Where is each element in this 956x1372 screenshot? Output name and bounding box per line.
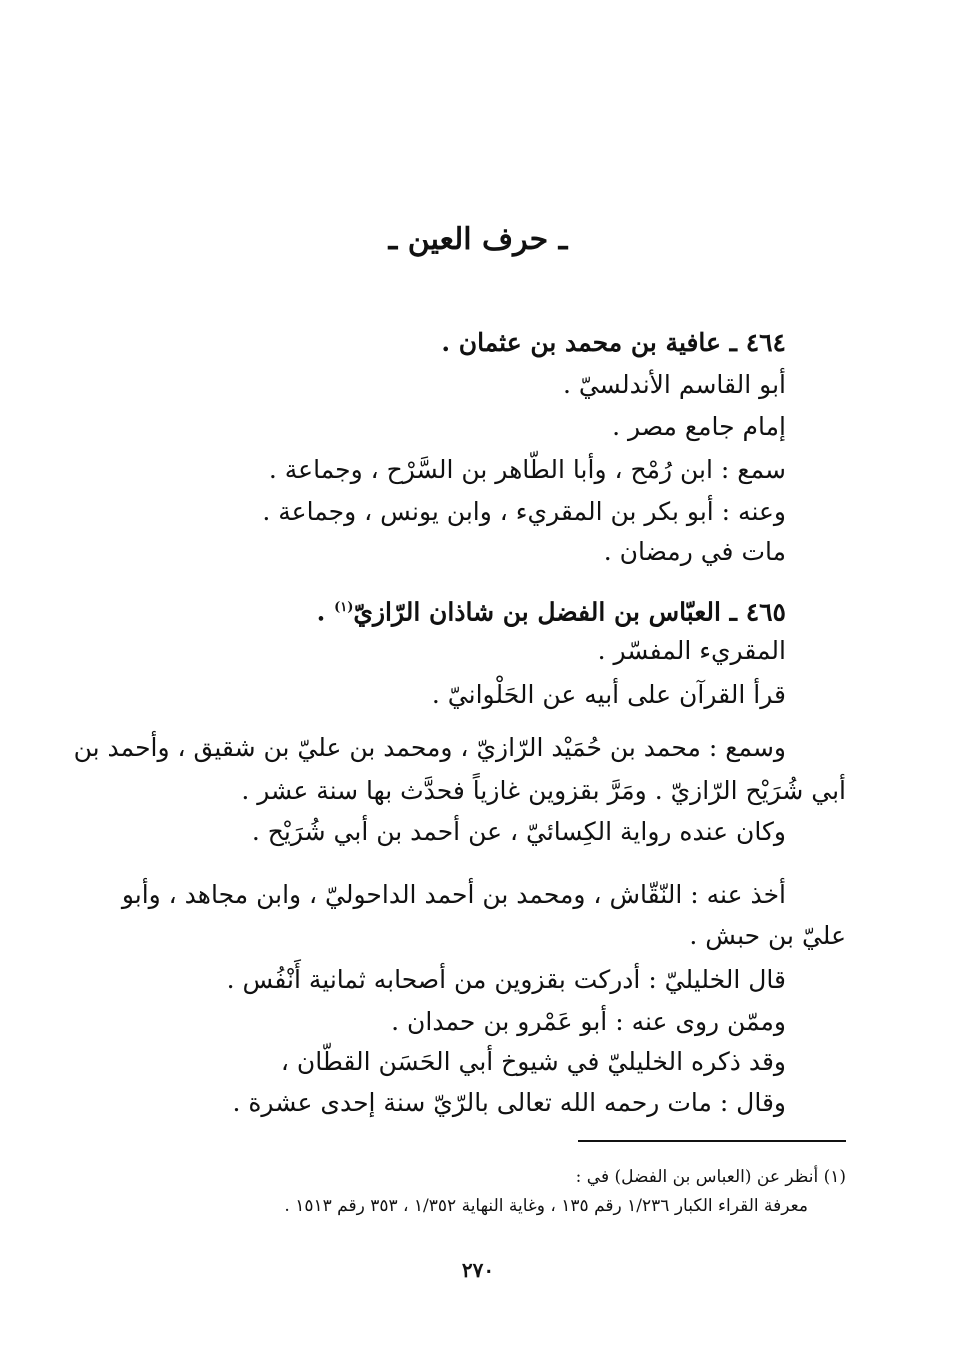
footnote-separator (578, 1140, 846, 1142)
entry-465-line: قال الخليليّ : أدركت بقزوين من أصحابه ثمانية أَنْفُس . (226, 965, 786, 994)
entry-464-line: إمام جامع مصر . (612, 412, 786, 441)
entry-464-line: وعنه : أبو بكر بن المقريء ، وابن يونس ، وجماعة . (262, 497, 786, 526)
entry-465-line: وممّن روى عنه : أبو عَمْرو بن حمدان . (391, 1007, 786, 1036)
entry-464-line: سمع : ابن رُمْح ، وأبا الطّاهر بن السَّرْح ، وجماعة . (268, 455, 786, 484)
entry-465-title (317, 589, 786, 631)
section-heading: ـ حرف العين ـ (388, 222, 568, 257)
entry-464-line: أبو القاسم الأندلسيّ . (562, 370, 786, 399)
page-number: ٢٧٠ (461, 1258, 495, 1282)
footnote-ref: (١) (334, 600, 354, 615)
entry-465-title-text: ٤٦٥ ـ العبّاس بن الفضل بن شاذان الرّازيّ (353, 597, 786, 627)
entry-465-line: قرأ القرآن على أبيه عن الحَلْوانيّ . (431, 680, 786, 709)
entry-465-title-end: . (316, 597, 335, 627)
entry-464-line: مات في رمضان . (603, 537, 786, 566)
entry-464-title: ٤٦٤ ـ عافية بن محمد بن عثمان . (441, 328, 786, 357)
entry-465-line: وكان عنده رواية الكِسائيّ ، عن أحمد بن أبي شُرَيْح . (251, 817, 786, 846)
entry-465-line: المقريء المفسّر . (597, 636, 786, 665)
footnote-line: معرفة القراء الكبار ١/٢٣٦ رقم ١٣٥ ، وغاية النهاية ١/٣٥٢ ، ٣٥٣ رقم ١٥١٣ . (284, 1196, 808, 1216)
entry-465-line: وسمع : محمد بن حُمَيْد الرّازيّ ، ومحمد بن عليّ بن شقيق ، وأحمد بن (73, 733, 786, 762)
entry-465-line: أبي شُرَيْح الرّازيّ . ومَرَّ بقزوين غازياً فحدَّث بها سنة عشر . (241, 776, 846, 805)
entry-465-line: أخذ عنه : النّقّاش ، ومحمد بن أحمد الداحوليّ ، وابن مجاهد ، وأبو (121, 880, 786, 909)
entry-465-line: عليّ بن حبش . (689, 921, 846, 950)
entry-465-line: وقال : مات رحمه الله تعالى بالرّيّ سنة إحدى عشرة . (232, 1088, 786, 1117)
entry-465-line: وقد ذكره الخليليّ في شيوخ أبي الحَسَن القطّان ، (280, 1047, 786, 1076)
footnote-line: (١) أنظر عن (العباس بن الفضل) في : (575, 1167, 846, 1187)
